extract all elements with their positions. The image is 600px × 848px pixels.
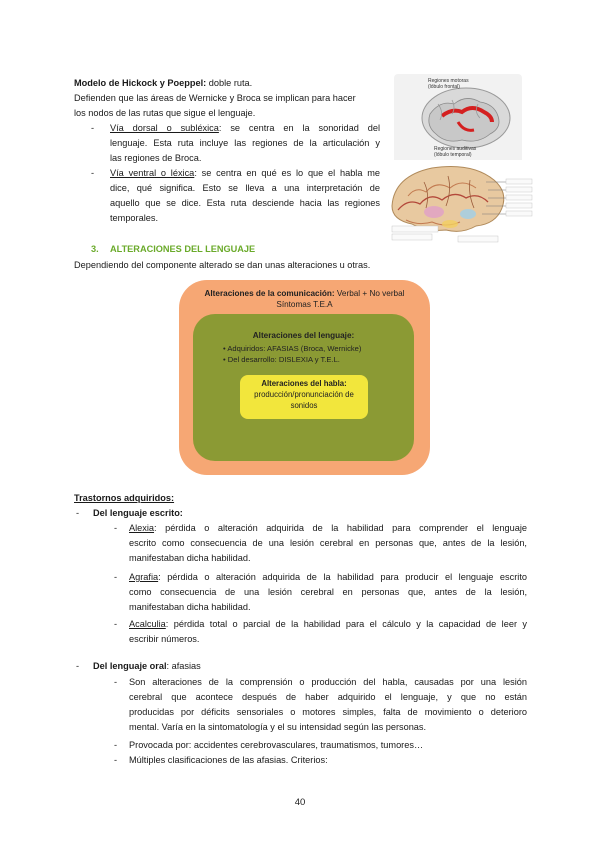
written-dash: - — [76, 508, 80, 518]
aphasia-line3: producidas por déficits sensoriales o motores simples, falta de movimiento o deterioro — [129, 707, 527, 717]
aphasia-line1: Son alteraciones de la comprensión o producción del habla, causadas por una lesión — [129, 677, 527, 687]
language-item-development: • Del desarrollo: DISLEXIA y T.E.L. — [223, 355, 340, 364]
communication-title — [179, 288, 430, 299]
aphasia-definition — [129, 675, 527, 735]
acalculia-text: : pérdida total o parcial de la habilidad para el cálculo y la capacidad de leer y — [165, 619, 527, 629]
brain-top-label1: Regiones motoras — [428, 78, 469, 84]
agrafia-line2: como consecuencia de una lesión cerebral en personas que, antes de la lesión, — [129, 587, 527, 597]
acalculia-line1 — [129, 617, 527, 632]
speech-title: Alteraciones del habla: — [261, 379, 347, 388]
aphasia-dash: - — [114, 677, 118, 687]
aphasia-line4: mental. Varía en la sintomatología y el su intensidad según las personas. — [129, 722, 427, 732]
acalculia-line2: escribir números. — [129, 634, 200, 644]
aphasia-causes: Provocada por: accidentes cerebrovasculares, traumatismos, tumores… — [129, 740, 424, 750]
intro-title-rest: doble ruta. — [206, 78, 253, 88]
acquired-disorders-heading: Trastornos adquiridos: — [74, 493, 175, 503]
route-ventral-line4: temporales. — [110, 213, 159, 223]
agrafia-text: : pérdida o alteración adquirida de la habilidad para producir el lenguaje escrito — [158, 572, 527, 582]
alexia-line2: escrito como consecuencia de una lesión cerebral en personas que, antes de la lesión, — [129, 538, 527, 548]
aphasia-line2: cerebral que acontece después de haber adquirido el lenguaje, y que no están — [129, 692, 527, 702]
route-dash: - — [91, 168, 95, 178]
communication-title-bold: Alteraciones de la comunicación: — [204, 289, 335, 298]
route-ventral-line1 — [110, 166, 380, 181]
oral-language-rest: : afasias — [166, 661, 201, 671]
written-language-label: Del lenguaje escrito: — [93, 508, 183, 518]
acalculia-term: Acalculia — [129, 619, 166, 629]
brain-image-bottom — [388, 160, 534, 244]
section-title: ALTERACIONES DEL LENGUAJE — [110, 244, 256, 254]
agrafia-term: Agrafia — [129, 572, 159, 582]
brain-image-top — [394, 74, 522, 164]
aphasia-class-dash: - — [114, 755, 118, 765]
oral-language-term: Del lenguaje oral — [93, 661, 167, 671]
intro-title-line — [74, 76, 374, 91]
intro-line: los nodos de las rutas que sigue el lenguaje. — [74, 108, 256, 118]
agrafia-line3: manifestaban dicha habilidad. — [129, 602, 251, 612]
route-dorsal-line2: lenguaje. Esta ruta incluye las regiones de la articulación y — [110, 138, 380, 148]
route-ventral-text: : se centra en qué es lo que el habla me — [194, 168, 381, 178]
alexia-line3: manifestaban dicha habilidad. — [129, 553, 251, 563]
alexia-definition — [129, 521, 527, 566]
language-item-acquired: • Adquiridos: AFASIAS (Broca, Wernicke) — [223, 344, 362, 353]
acalculia-dash: - — [114, 619, 118, 629]
route-dorsal — [110, 121, 380, 166]
section-number: 3. — [91, 244, 99, 254]
alexia-line1 — [129, 521, 527, 536]
brain-lobes-icon — [388, 160, 534, 244]
intro-title: Modelo de Hickock y Poeppel: — [74, 78, 207, 88]
route-ventral-line3: aquello que se dice. Esta ruta desciende hacia las regiones — [110, 198, 380, 208]
oral-dash: - — [76, 661, 80, 671]
oral-language-label — [93, 659, 201, 674]
brain-bottom-label2: (lóbulo temporal) — [434, 152, 472, 158]
alexia-dash: - — [114, 523, 118, 533]
page-number: 40 — [294, 797, 306, 808]
brain-top-label2: (lóbulo frontal) — [428, 84, 460, 90]
brain-bottom-label1: Regiones auditivas — [434, 146, 477, 152]
route-dash: - — [91, 123, 95, 133]
speech-line2: producción/pronunciación de — [254, 390, 354, 399]
intro-line: Defienden que las áreas de Wernicke y Broca se implican para hacer — [74, 93, 356, 103]
route-dorsal-line1 — [110, 121, 380, 136]
acalculia-definition — [129, 617, 527, 647]
aphasia-classifications: Múltiples clasificaciones de las afasias. Criterios: — [129, 755, 328, 765]
route-dorsal-text: : se centra en la sonoridad del — [218, 123, 380, 133]
agrafia-definition — [129, 570, 527, 615]
route-ventral — [110, 166, 380, 226]
route-ventral-term: Vía ventral o léxica — [110, 168, 195, 178]
route-dorsal-line3: las regiones de Broca. — [110, 153, 202, 163]
diagram-speech-box — [240, 375, 368, 419]
route-dorsal-term: Vía dorsal o subléxica — [110, 123, 219, 133]
speech-line3: sonidos — [290, 401, 318, 410]
route-ventral-line2: dice, qué significa. Esto se lleva a una interpretación de — [110, 183, 380, 193]
alexia-term: Alexia — [129, 523, 155, 533]
aphasia-cause-dash: - — [114, 740, 118, 750]
agrafia-dash: - — [114, 572, 118, 582]
language-title: Alteraciones del lenguaje: — [252, 331, 355, 340]
communication-title-rest: Verbal + No verbal — [334, 289, 405, 298]
communication-subtitle: Síntomas T.E.A — [276, 300, 333, 309]
section-intro: Dependiendo del componente alterado se dan unas alteraciones u otras. — [74, 260, 371, 270]
agrafia-line1 — [129, 570, 527, 585]
alexia-text: : pérdida o alteración adquirida de la habilidad para comprender el lenguaje — [154, 523, 527, 533]
